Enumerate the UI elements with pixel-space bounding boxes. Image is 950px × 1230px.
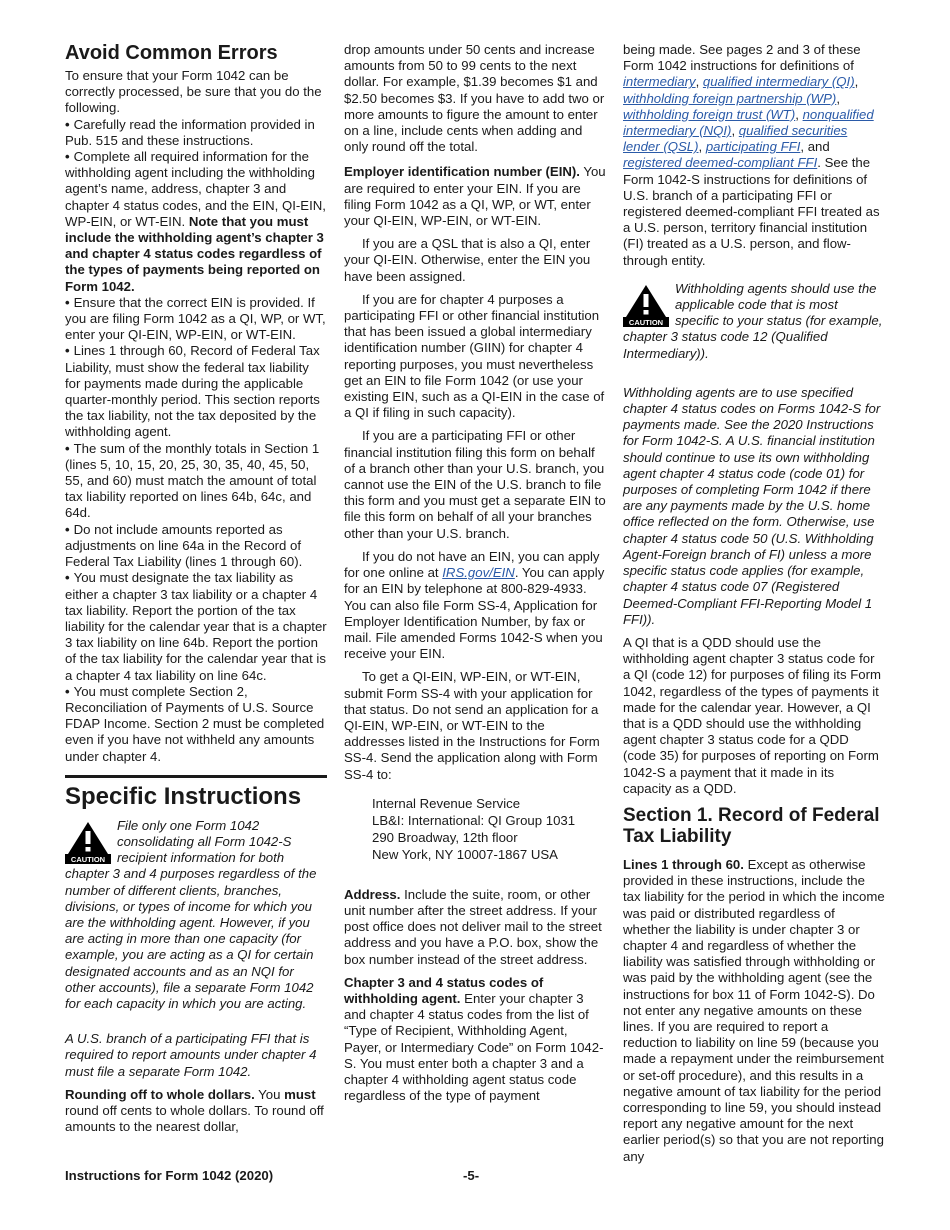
heading-section-1: Section 1. Record of Federal Tax Liability [623, 804, 880, 847]
bullet-item: • Carefully read the information provided in Pub. 515 and these instructions. [65, 116, 315, 148]
link-withholding-foreign-partnership[interactable]: withholding foreign partnership (WP) [623, 90, 837, 106]
lines-1-60-paragraph: Lines 1 through 60. Except as otherwise provided in these instructions, include the tax liability for the period in which the income was paid or distributed regardless of whether the liability is under chapter 3 or chapter 4 and regardless of whether the liability was satisfied through withholding or was paid by the withholding agent (see the instructions for box 11 of Form 1042-S). Do not enter any negative amounts on these lines. If you are required to report a reduction to liability on line 59 (because you made a repayment under the reimbursement or set-off procedure), and this results in a negative amount of tax liability for the period corresponding to line 59, you should instead report any negative amount for the next earlier period(s) so that you are not reporting any [623, 856, 885, 1164]
ein-paragraph: Employer identification number (EIN). You are required to enter your EIN. If you are filing Form 1042 as a QI, WP, or WT, enter your QI-EIN, WP-EIN, or WT-EIN. [344, 164, 606, 229]
ffi-giin-paragraph: If you are for chapter 4 purposes a participating FFI or other financial institution that has been issued a global intermediary identification number (GIIN) for chapter 4 reporting purposes, you must nevertheless get an EIN to file Form 1042 (or use your existing EIN, such as a QI-EIN in the case of a QI if filing in such capacity). [344, 291, 605, 421]
bullet-item: • The sum of the monthly totals in Section 1 (lines 5, 10, 15, 20, 25, 30, 35, 40, 45, 50, 55, and 60) must match the amount of total tax liability reported on lines 64b, 64c, and 64d. [65, 440, 320, 521]
mailing-address [344, 795, 606, 863]
address-line: LB&I: International: QI Group 1031 [372, 812, 576, 828]
branch-note: A U.S. branch of a participating FFI that is required to report amounts under chapter 4 must file a separate Form 1042. [65, 1031, 317, 1079]
bullet-item: • You must complete Section 2, Reconciliation of Payments of U.S. Source FDAP Income. Section 2 must be completed even if you have not withheld any amounts under chapter 4. [65, 683, 325, 764]
bullet-item: • You must designate the tax liability as either a chapter 3 tax liability or a chapter 4 tax liability. Report the portion of the tax liability for the calendar year that is a chapter 3 tax liability on line 64b. Report the portion of the tax liability for the calendar year that is a chapter 4 tax liability on line 64c. [65, 570, 327, 683]
caution-note-2 [623, 281, 885, 369]
link-qualified-securities-lender[interactable]: qualified securities lender (QSL) [623, 123, 848, 155]
link-registered-deemed-compliant-ffi[interactable]: registered deemed-compliant FFI [623, 155, 818, 171]
irs-ein-link[interactable]: IRS.gov/EIN [442, 565, 515, 581]
bullet-item: • Complete all required information for the withholding agent including the withholding agent’s name, address, chapter 3 and chapter 4 status codes, and the EIN, QI-EIN, WP-EIN, or WT-EIN. Note that you must include the withholding agent’s chapter 3 and chapter 4 status codes regardless of the types of payments being reported on Form 1042. [65, 149, 326, 294]
caution-icon [65, 820, 111, 864]
address-line: 290 Broadway, 12th floor [372, 829, 518, 845]
qdd-paragraph: A QI that is a QDD should use the withholding agent chapter 3 status code for a QI (code 12) for purposes of filing its Form 1042, regardless of the types of payments it made for the calendar year. However, a QI that is a QDD should use the withholding agent chapter 3 status code for a QDD (code 35) for purposes of reporting on Form 1042-S a payment that it made in its capacity as a QDD. [623, 634, 881, 796]
definitions-paragraph: being made. See pages 2 and 3 of these Form 1042 instructions for definitions of intermediary, qualified intermediary (QI), withholding foreign partnership (WP), withholding foreign trust (WT), nonqualified intermediary (NQI), qualified securities lender (QSL), participating FFI, and registered deemed-compliant FFI. See the Form 1042-S instructions for definitions of U.S. branch of a participating FFI or registered deemed-compliant FFI treated as a U.S. person, territory financial institution (FI) treated as a U.S. person, and flow-through entity. [623, 42, 880, 268]
rounding-paragraph: Rounding off to whole dollars. You must round off cents to whole dollars. To round off amounts to the nearest dollar, [65, 1086, 324, 1135]
rounding-continued: drop amounts under 50 cents and increase amounts from 50 to 99 cents to the next dollar. For example, $1.39 becomes $1 and $2.50 becomes $3. If you have to add two or more amounts to figure the amount to enter on a line, include cents when adding and only round off the total. [344, 42, 605, 155]
address-line: Internal Revenue Service [372, 795, 521, 811]
branch-ein-paragraph: If you are a participating FFI or other financial institution filing this form on behalf of a branch other than your U.S. branch, you cannot use the EIN of the U.S. branch to file this form and you must get a separate EIN to file this form on behalf of all your branches other than your U.S. branch. [344, 428, 606, 541]
no-ein-paragraph: If you do not have an EIN, you can apply for one online at IRS.gov/EIN. You can apply for an EIN by telephone at 800-829-4933. You can also file Form SS-4, Application for Employer Identification Number, by fax or mail. File amended Forms 1042-S when you receive your EIN. [344, 548, 605, 662]
caution-note-1 [65, 818, 327, 1019]
column-1 [65, 42, 327, 1142]
errors-intro: To ensure that your Form 1042 can be correctly processed, be sure that you do the following. [65, 68, 322, 116]
address-paragraph: Address. Include the suite, room, or other unit number after the street address. If your post office does not deliver mail to the street address and you have a P.O. box, show the box number instead of the street address. [344, 886, 602, 967]
page-number: -5- [463, 1168, 480, 1183]
heading-specific-instructions: Specific Instructions [65, 775, 327, 810]
footer-form-title: Instructions for Form 1042 (2020) [65, 1168, 274, 1183]
caution-text: Withholding agents should use the applicable code that is most specific to your status (for example, chapter 3 status code 12 (Qualified Intermediary)). [623, 280, 883, 361]
heading-avoid-common-errors: Avoid Common Errors [65, 42, 278, 64]
caution-text: File only one Form 1042 consolidating all Form 1042-S recipient information for both chapter 3 and 4 purposes regardless of the number of different clients, branches, divisions, or types of income for which you are the withholding agent. However, if you are acting in more than one capacity (for example, you are acting as a QI for certain designated accounts and as an NQI for other accounts), file a separate Form 1042 for each capacity in which you are acting. [65, 817, 317, 1011]
link-withholding-foreign-trust[interactable]: withholding foreign trust (WT) [623, 106, 796, 122]
caution-label: CAUTION [628, 317, 664, 327]
chapter4-codes-note: Withholding agents are to use specified chapter 4 status codes on Forms 1042-S for payments made. See the 2020 Instructions for Form 1042-S. A U.S. financial institution should continue to use its own withholding agent chapter 4 status code (code 01) for purposes of completing Form 1042 if there are any payments made by the U.S. home office reflected on the form. Otherwise, use chapter 4 status code 50 (U.S. Withholding Agent-Foreign branch of FI) unless a more specific status code applies (for example, chapter 4 status code 07 (Registered Deemed-Compliant FFI-Reporting Model 1 FFI)). [623, 384, 881, 627]
address-line: New York, NY 10007-1867 USA [372, 846, 558, 862]
caution-label: CAUTION [70, 854, 106, 864]
status-codes-paragraph: Chapter 3 and 4 status codes of withholding agent. Enter your chapter 3 and chapter 4 status codes from the list of “Type of Recipient, Withholding Agent, Payer, or Intermediary Code” on Form 1042-S. You must enter both a chapter 3 and a chapter 4 withholding agent status code regardless of the type of payment [344, 974, 604, 1104]
link-intermediary[interactable]: intermediary [623, 74, 696, 90]
caution-icon [623, 283, 669, 327]
bullet-item: • Do not include amounts reported as adjustments on line 64a in the Record of Federal Tax Liability (lines 1 through 60). [65, 521, 303, 570]
link-nonqualified-intermediary[interactable]: nonqualified intermediary (NQI) [623, 106, 874, 139]
qsl-paragraph: If you are a QSL that is also a QI, enter your QI-EIN. Otherwise, enter the EIN you have been assigned. [344, 236, 591, 284]
bullet-item: • Ensure that the correct EIN is provided. If you are filing Form 1042 as a QI, WP, or WT, enter your QI-EIN, WP-EIN, or WT-EIN. [65, 294, 326, 343]
link-participating-ffi[interactable]: participating FFI [705, 139, 801, 155]
column-3 [623, 42, 885, 1172]
column-2 [344, 42, 606, 1111]
link-qualified-intermediary[interactable]: qualified intermediary (QI) [702, 74, 855, 90]
bullet-item: • Lines 1 through 60, Record of Federal Tax Liability, must show the federal tax liability for payments made during the applicable quarter-monthly period. This section reports the tax liability, not the tax deposited by the withholding agent. [65, 343, 320, 440]
qi-ein-paragraph: To get a QI-EIN, WP-EIN, or WT-EIN, submit Form SS-4 with your application for that status. Do not send an application for a QI-EIN, WP-EIN, or WT-EIN to the addresses listed in the Instructions for Form SS-4. Send the application along with Form SS-4 to: [344, 669, 600, 782]
